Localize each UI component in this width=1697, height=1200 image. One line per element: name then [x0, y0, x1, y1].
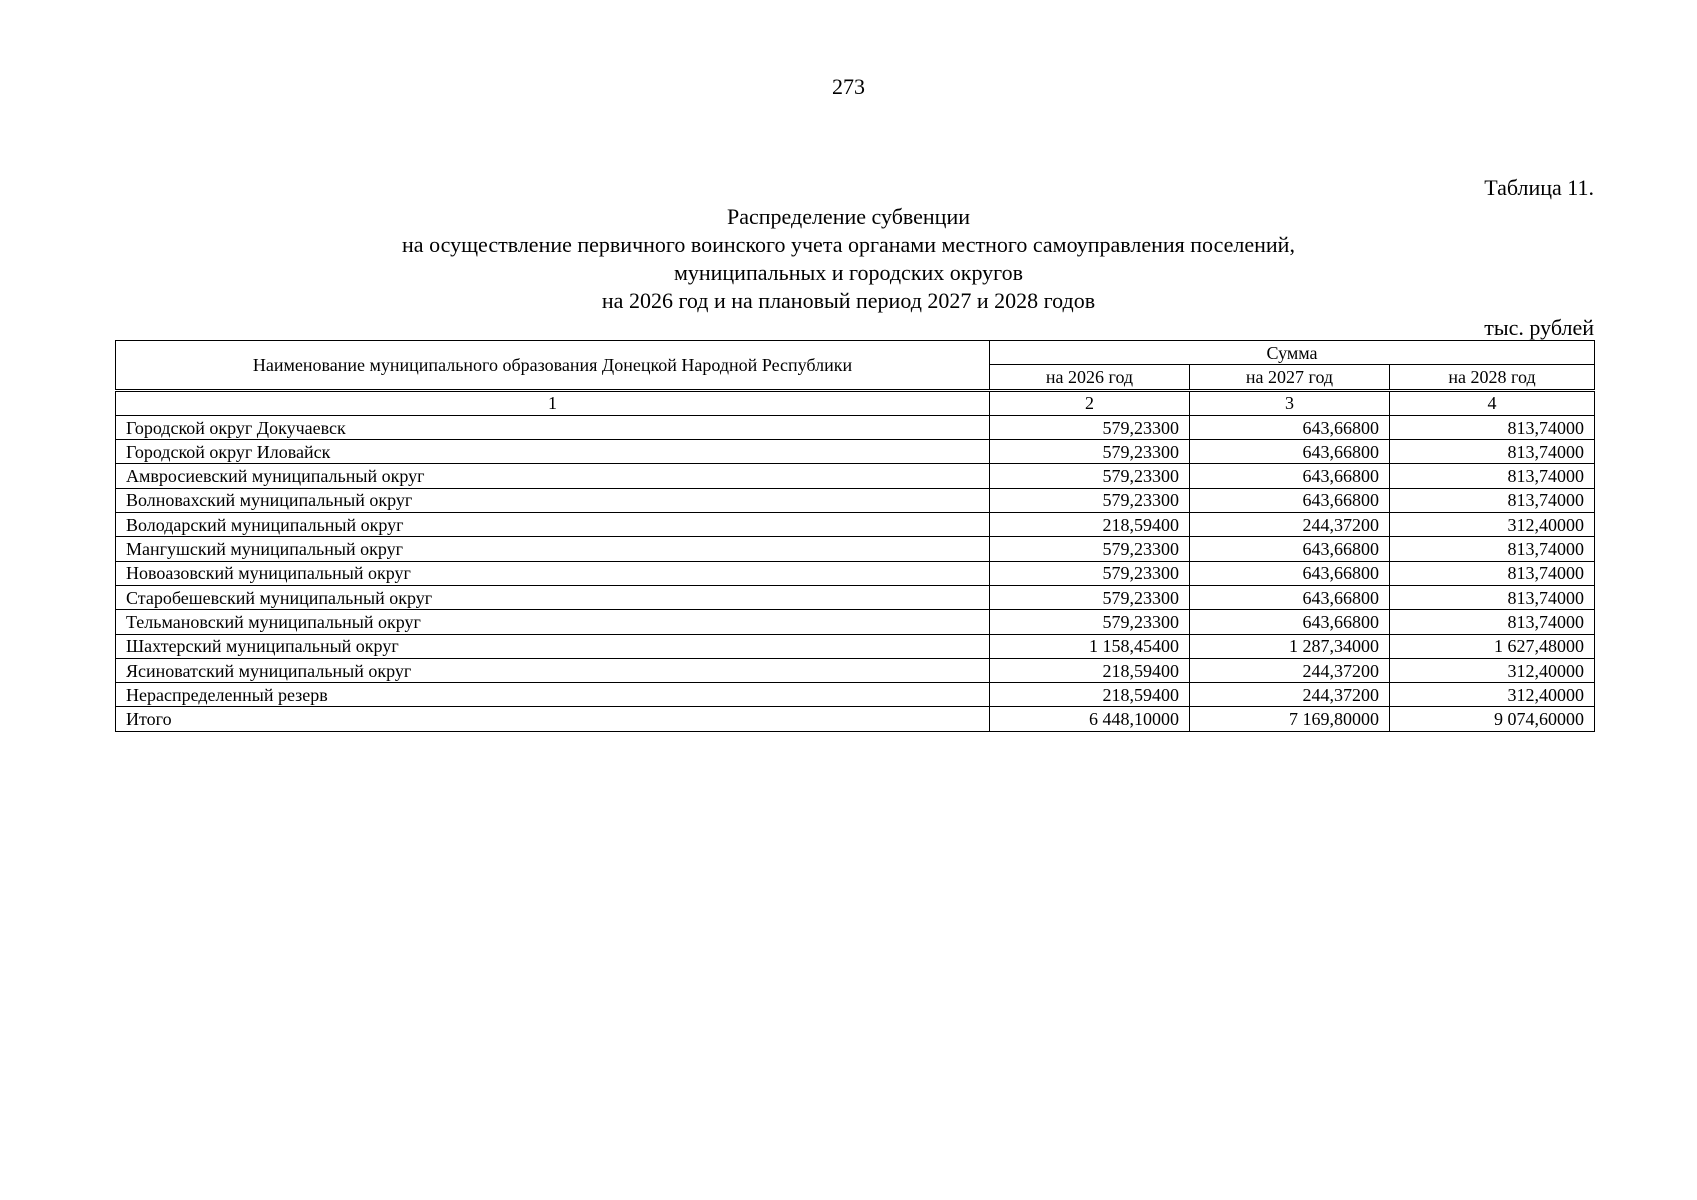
total-value-2027: 7 169,80000	[1190, 707, 1390, 731]
row-value-2028: 813,74000	[1390, 464, 1595, 488]
row-value-2026: 579,23300	[990, 464, 1190, 488]
row-value-2026: 218,59400	[990, 683, 1190, 707]
row-name: Нераспределенный резерв	[116, 683, 990, 707]
header-row	[116, 341, 1595, 365]
table-row	[116, 561, 1595, 585]
total-value-2026: 6 448,10000	[990, 707, 1190, 731]
row-value-2027: 244,37200	[1190, 513, 1390, 537]
table-row	[116, 683, 1595, 707]
table-title	[0, 203, 1697, 315]
table-row	[116, 488, 1595, 512]
header-sum: Сумма	[990, 341, 1595, 365]
row-name: Шахтерский муниципальный округ	[116, 634, 990, 658]
column-index-row	[116, 390, 1595, 415]
row-value-2026: 1 158,45400	[990, 634, 1190, 658]
row-name: Мангушский муниципальный округ	[116, 537, 990, 561]
row-value-2027: 643,66800	[1190, 415, 1390, 439]
table-row	[116, 658, 1595, 682]
subvention-table	[115, 340, 1595, 732]
units-label: тыс. рублей	[1484, 315, 1594, 340]
row-value-2027: 643,66800	[1190, 488, 1390, 512]
page-number: 273	[832, 74, 865, 99]
table-row	[116, 415, 1595, 439]
row-value-2027: 643,66800	[1190, 561, 1390, 585]
row-value-2026: 579,23300	[990, 537, 1190, 561]
total-value-2028: 9 074,60000	[1390, 707, 1595, 731]
row-value-2027: 244,37200	[1190, 658, 1390, 682]
row-name: Старобешевский муниципальный округ	[116, 585, 990, 609]
row-value-2026: 579,23300	[990, 488, 1190, 512]
table-row	[116, 585, 1595, 609]
header-year-2027: на 2027 год	[1190, 365, 1390, 390]
total-row	[116, 707, 1595, 731]
row-name: Новоазовский муниципальный округ	[116, 561, 990, 585]
column-index: 1	[116, 390, 990, 415]
table-row	[116, 464, 1595, 488]
row-name: Амвросиевский муниципальный округ	[116, 464, 990, 488]
row-value-2026: 579,23300	[990, 415, 1190, 439]
row-value-2027: 244,37200	[1190, 683, 1390, 707]
column-index: 2	[990, 390, 1190, 415]
row-value-2028: 312,40000	[1390, 513, 1595, 537]
row-value-2026: 579,23300	[990, 585, 1190, 609]
row-name: Тельмановский муниципальный округ	[116, 610, 990, 634]
column-index: 4	[1390, 390, 1595, 415]
row-value-2028: 312,40000	[1390, 658, 1595, 682]
header-year-2028: на 2028 год	[1390, 365, 1595, 390]
row-name: Волновахский муниципальный округ	[116, 488, 990, 512]
title-line-3: муниципальных и городских округов	[673, 260, 1024, 285]
row-value-2027: 1 287,34000	[1190, 634, 1390, 658]
row-value-2028: 813,74000	[1390, 537, 1595, 561]
row-value-2028: 312,40000	[1390, 683, 1595, 707]
table-row	[116, 610, 1595, 634]
title-line-2: на осуществление первичного воинского учета органами местного самоуправления поселений,	[402, 232, 1295, 257]
row-name: Городской округ Иловайск	[116, 440, 990, 464]
row-value-2028: 813,74000	[1390, 561, 1595, 585]
row-value-2027: 643,66800	[1190, 464, 1390, 488]
row-value-2028: 813,74000	[1390, 415, 1595, 439]
row-value-2026: 218,59400	[990, 513, 1190, 537]
row-value-2028: 1 627,48000	[1390, 634, 1595, 658]
table-row	[116, 440, 1595, 464]
row-value-2027: 643,66800	[1190, 585, 1390, 609]
row-value-2026: 579,23300	[990, 561, 1190, 585]
row-value-2027: 643,66800	[1190, 440, 1390, 464]
row-value-2026: 579,23300	[990, 610, 1190, 634]
row-name: Ясиноватский муниципальный округ	[116, 658, 990, 682]
title-line-4: на 2026 год и на плановый период 2027 и 2028 годов	[601, 288, 1096, 313]
header-year-2026: на 2026 год	[990, 365, 1190, 390]
row-value-2027: 643,66800	[1190, 537, 1390, 561]
total-label: Итого	[116, 707, 990, 731]
header-name: Наименование муниципального образования Донецкой Народной Республики	[116, 341, 990, 391]
table-row	[116, 513, 1595, 537]
row-value-2027: 643,66800	[1190, 610, 1390, 634]
table-row	[116, 537, 1595, 561]
row-name: Володарский муниципальный округ	[116, 513, 990, 537]
row-value-2026: 218,59400	[990, 658, 1190, 682]
row-value-2028: 813,74000	[1390, 610, 1595, 634]
row-value-2026: 579,23300	[990, 440, 1190, 464]
row-value-2028: 813,74000	[1390, 440, 1595, 464]
title-line-1: Распределение субвенции	[726, 204, 971, 229]
column-index: 3	[1190, 390, 1390, 415]
row-value-2028: 813,74000	[1390, 488, 1595, 512]
row-name: Городской округ Докучаевск	[116, 415, 990, 439]
table-row	[116, 634, 1595, 658]
table-label: Таблица 11.	[1484, 175, 1594, 200]
row-value-2028: 813,74000	[1390, 585, 1595, 609]
